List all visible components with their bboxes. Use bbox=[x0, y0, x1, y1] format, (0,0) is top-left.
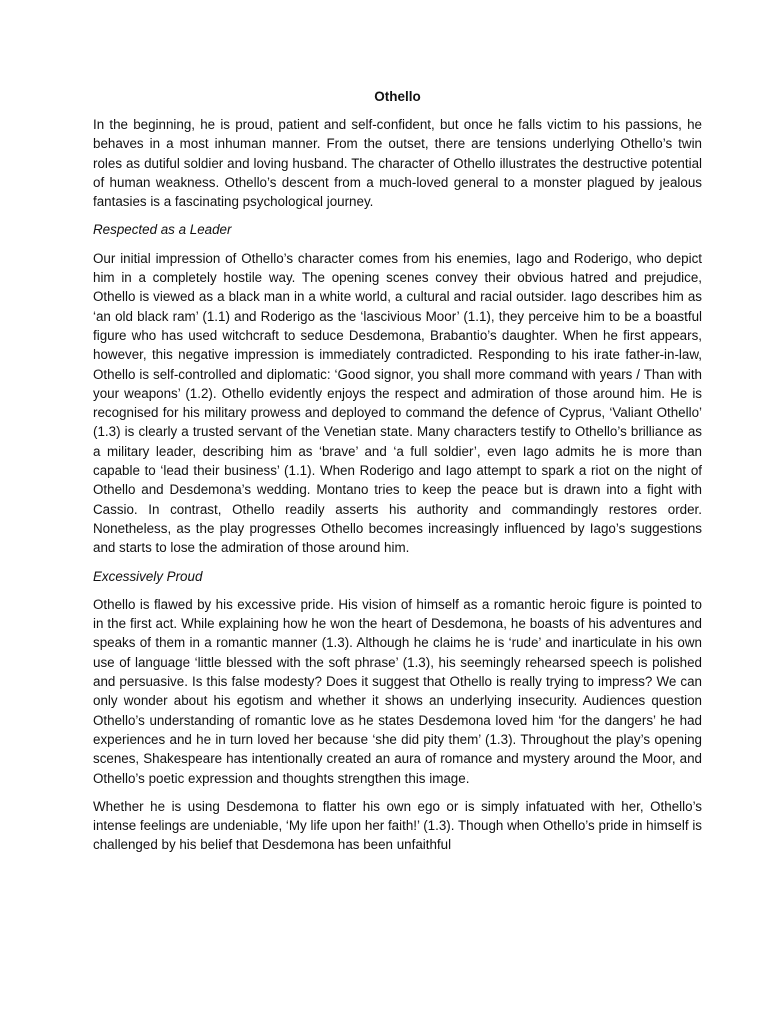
intro-paragraph: In the beginning, he is proud, patient and self-confident, but once he falls victim to his passions, he behaves in a most inhuman manner. From the outset, there are tensions underlying Othello’s twin roles as dutiful soldier and loving husband. The character of Othello illustrates the destructive potential of human weakness. Othello’s descent from a much-loved general to a monster plagued by jealous fantasies is a fascinating psychological journey. bbox=[93, 117, 702, 210]
document-page bbox=[93, 88, 702, 1024]
paragraph-respected-1: Our initial impression of Othello’s character comes from his enemies, Iago and Roderigo, who depict him in a completely hostile way. The opening scenes convey their obvious hatred and prejudice, Othello is viewed as a black man in a white world, a cultural and racial outsider. Iago describes him as ‘an old black ram’ (1.1) and Roderigo as the ‘lascivious Moor’ (1.1), they perceive him to be a boastful figure who has used witchcraft to seduce Desdemona, Brabantio’s daughter. When he first appears, however, this negative impression is immediately contradicted. Responding to his irate father-in-law, Othello is self-controlled and diplomatic: ‘Good signor, you shall more command with years / Than with your weapons’ (1.2). Othello evidently enjoys the respect and admiration of those around him. He is recognised for his military prowess and deployed to command the defence of Cyprus, ‘Valiant Othello’ (1.3) is clearly a trusted servant of the Venetian state. Many characters testify to Othello’s brilliance as a military leader, describing him as ‘brave’ and ‘a full soldier’, even Iago admits he is more than capable to ‘lead their business’ (1.1). When Roderigo and Iago attempt to spark a riot on the night of Othello and Desdemona’s wedding. Montano tries to keep the peace but is drawn into a fight with Cassio. In contrast, Othello readily asserts his authority and commandingly restores order. Nonetheless, as the play progresses Othello becomes increasingly influenced by Iago’s suggestions and starts to lose the admiration of those around him. bbox=[93, 250, 702, 556]
section-heading-respected: Respected as a Leader bbox=[93, 222, 232, 238]
page-title: Othello bbox=[374, 89, 421, 104]
paragraph-proud-1: Othello is flawed by his excessive pride. His vision of himself as a romantic heroic figure is pointed to in the first act. While explaining how he won the heart of Desdemona, he boasts of his adventures and speaks of them in a romantic manner (1.3). Although he claims he is ‘rude’ and inarticulate in his own use of language ‘little blessed with the soft phrase’ (1.3), his seemingly rehearsed speech is polished and persuasive. Is this false modesty? Does it suggest that Othello is really trying to impress? We can only wonder about his egotism and whether it shows an underlying insecurity. Audiences question Othello’s understanding of romantic love as he states Desdemona loved him ‘for the dangers’ he had experiences and he in turn loved her because ‘she did pity them’ (1.3). Throughout the play’s opening scenes, Shakespeare has intentionally created an aura of romance and mystery around the Moor, and Othello’s poetic expression and thoughts strengthen this image. bbox=[93, 596, 702, 786]
paragraph-proud-2: Whether he is using Desdemona to flatter his own ego or is simply infatuated with her, Othello’s intense feelings are undeniable, ‘My life upon her faith!’ (1.3). Though when Othello’s pride in himself is challenged by his belief that Desdemona has been unfaithful bbox=[93, 798, 702, 853]
section-heading-proud: Excessively Proud bbox=[93, 568, 203, 584]
